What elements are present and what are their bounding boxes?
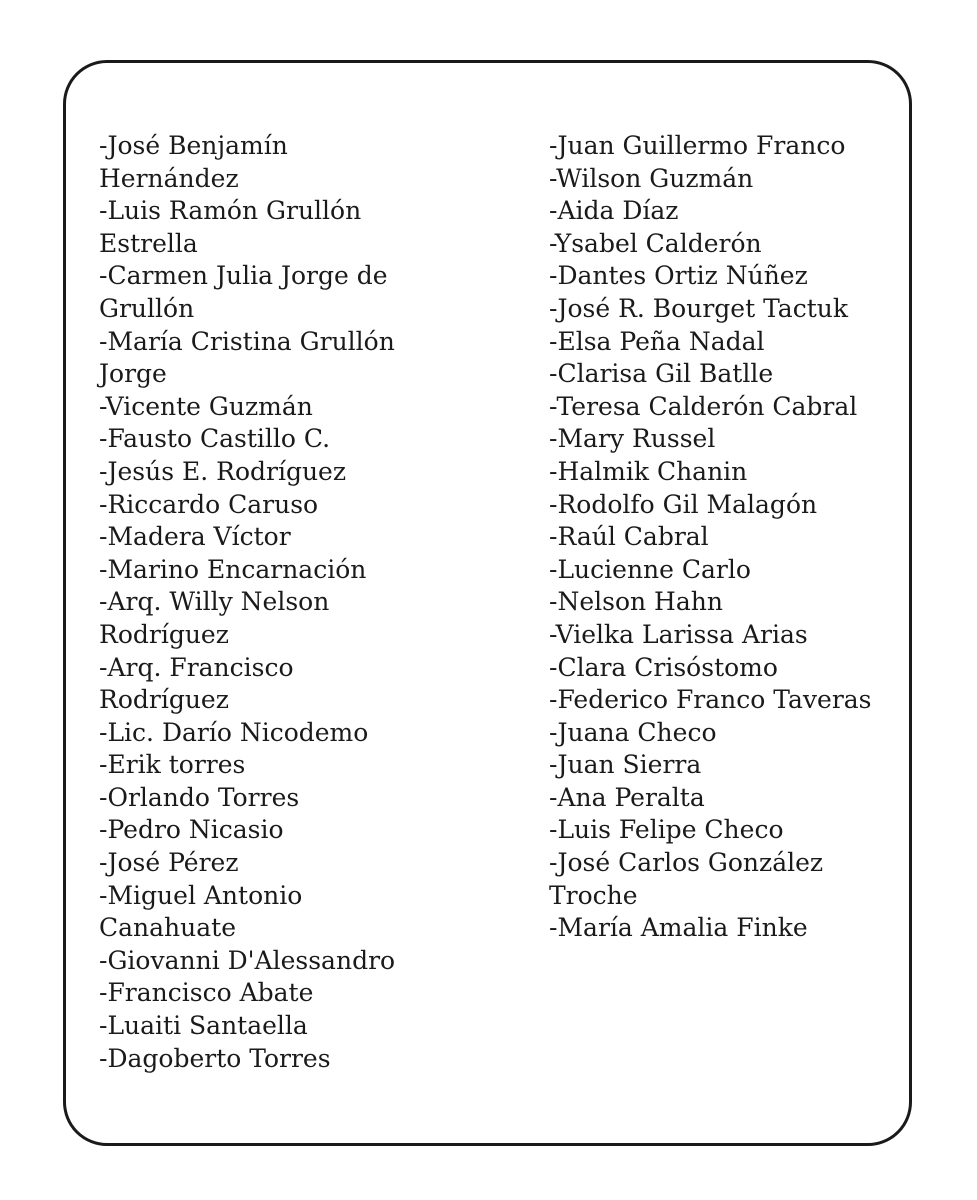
list-item: -Juana Checo bbox=[549, 717, 717, 747]
list-item: -José R. Bourget Tactuk bbox=[549, 293, 849, 323]
list-item: -Giovanni D'Alessandro bbox=[99, 945, 396, 975]
list-item: -Mary Russel bbox=[549, 424, 716, 454]
list-item: -Elsa Peña Nadal bbox=[549, 326, 765, 356]
names-list-right bbox=[549, 130, 889, 945]
list-item: -Juan Guillermo Franco bbox=[549, 131, 846, 160]
list-item: -Vielka Larissa Arias bbox=[549, 619, 808, 649]
list-item: -José Benjamín Hernández bbox=[99, 131, 288, 193]
list-item: -Marino Encarnación bbox=[99, 554, 367, 584]
list-item: -Arq. Willy Nelson Rodríguez bbox=[99, 587, 330, 649]
list-item: -Lucienne Carlo bbox=[549, 554, 751, 584]
list-item: -Halmik Chanin bbox=[549, 456, 748, 486]
list-item: -Aida Díaz bbox=[549, 196, 679, 226]
list-item: -Riccardo Caruso bbox=[99, 489, 319, 519]
list-item: -Luis Felipe Checo bbox=[549, 815, 784, 845]
list-item: -Ana Peralta bbox=[549, 782, 705, 812]
list-item: -Francisco Abate bbox=[99, 978, 314, 1008]
list-item: -Pedro Nicasio bbox=[99, 815, 284, 845]
list-item: -Clara Crisóstomo bbox=[549, 652, 778, 682]
list-item: -Arq. Francisco Rodríguez bbox=[99, 652, 294, 715]
list-item: -José Carlos González Troche bbox=[549, 848, 824, 910]
list-item: -Luaiti Santaella bbox=[99, 1011, 308, 1041]
list-item: -Juan Sierra bbox=[549, 750, 702, 780]
list-item: -Wilson Guzmán bbox=[549, 163, 754, 193]
list-item: -Rodolfo Gil Malagón bbox=[549, 489, 818, 519]
list-item: -María Cristina Grullón Jorge bbox=[99, 326, 395, 389]
list-item: -Madera Víctor bbox=[99, 522, 291, 552]
list-item: -Lic. Darío Nicodemo bbox=[99, 717, 369, 747]
list-item: -Dantes Ortiz Núñez bbox=[549, 261, 808, 291]
list-item: -Vicente Guzmán bbox=[99, 391, 313, 421]
list-item: -Federico Franco Taveras bbox=[549, 685, 872, 715]
list-item: -María Amalia Finke bbox=[549, 913, 808, 943]
list-item: -Miguel Antonio Canahuate bbox=[99, 880, 303, 943]
list-item: -Jesús E. Rodríguez bbox=[99, 456, 347, 486]
list-item: -Dagoberto Torres bbox=[99, 1043, 331, 1073]
names-list-left bbox=[99, 130, 429, 1075]
list-item: -José Pérez bbox=[99, 848, 239, 878]
list-item: -Teresa Calderón Cabral bbox=[549, 391, 858, 421]
list-item: -Raúl Cabral bbox=[549, 522, 709, 552]
list-item: -Erik torres bbox=[99, 750, 246, 780]
list-item: -Orlando Torres bbox=[99, 782, 300, 812]
list-item: -Ysabel Calderón bbox=[549, 228, 762, 258]
list-item: -Luis Ramón Grullón Estrella bbox=[99, 196, 362, 258]
list-item: -Fausto Castillo C. bbox=[99, 424, 331, 454]
list-item: -Carmen Julia Jorge de Grullón bbox=[99, 261, 388, 323]
list-item: -Nelson Hahn bbox=[549, 587, 723, 617]
list-item: -Clarisa Gil Batlle bbox=[549, 359, 774, 389]
